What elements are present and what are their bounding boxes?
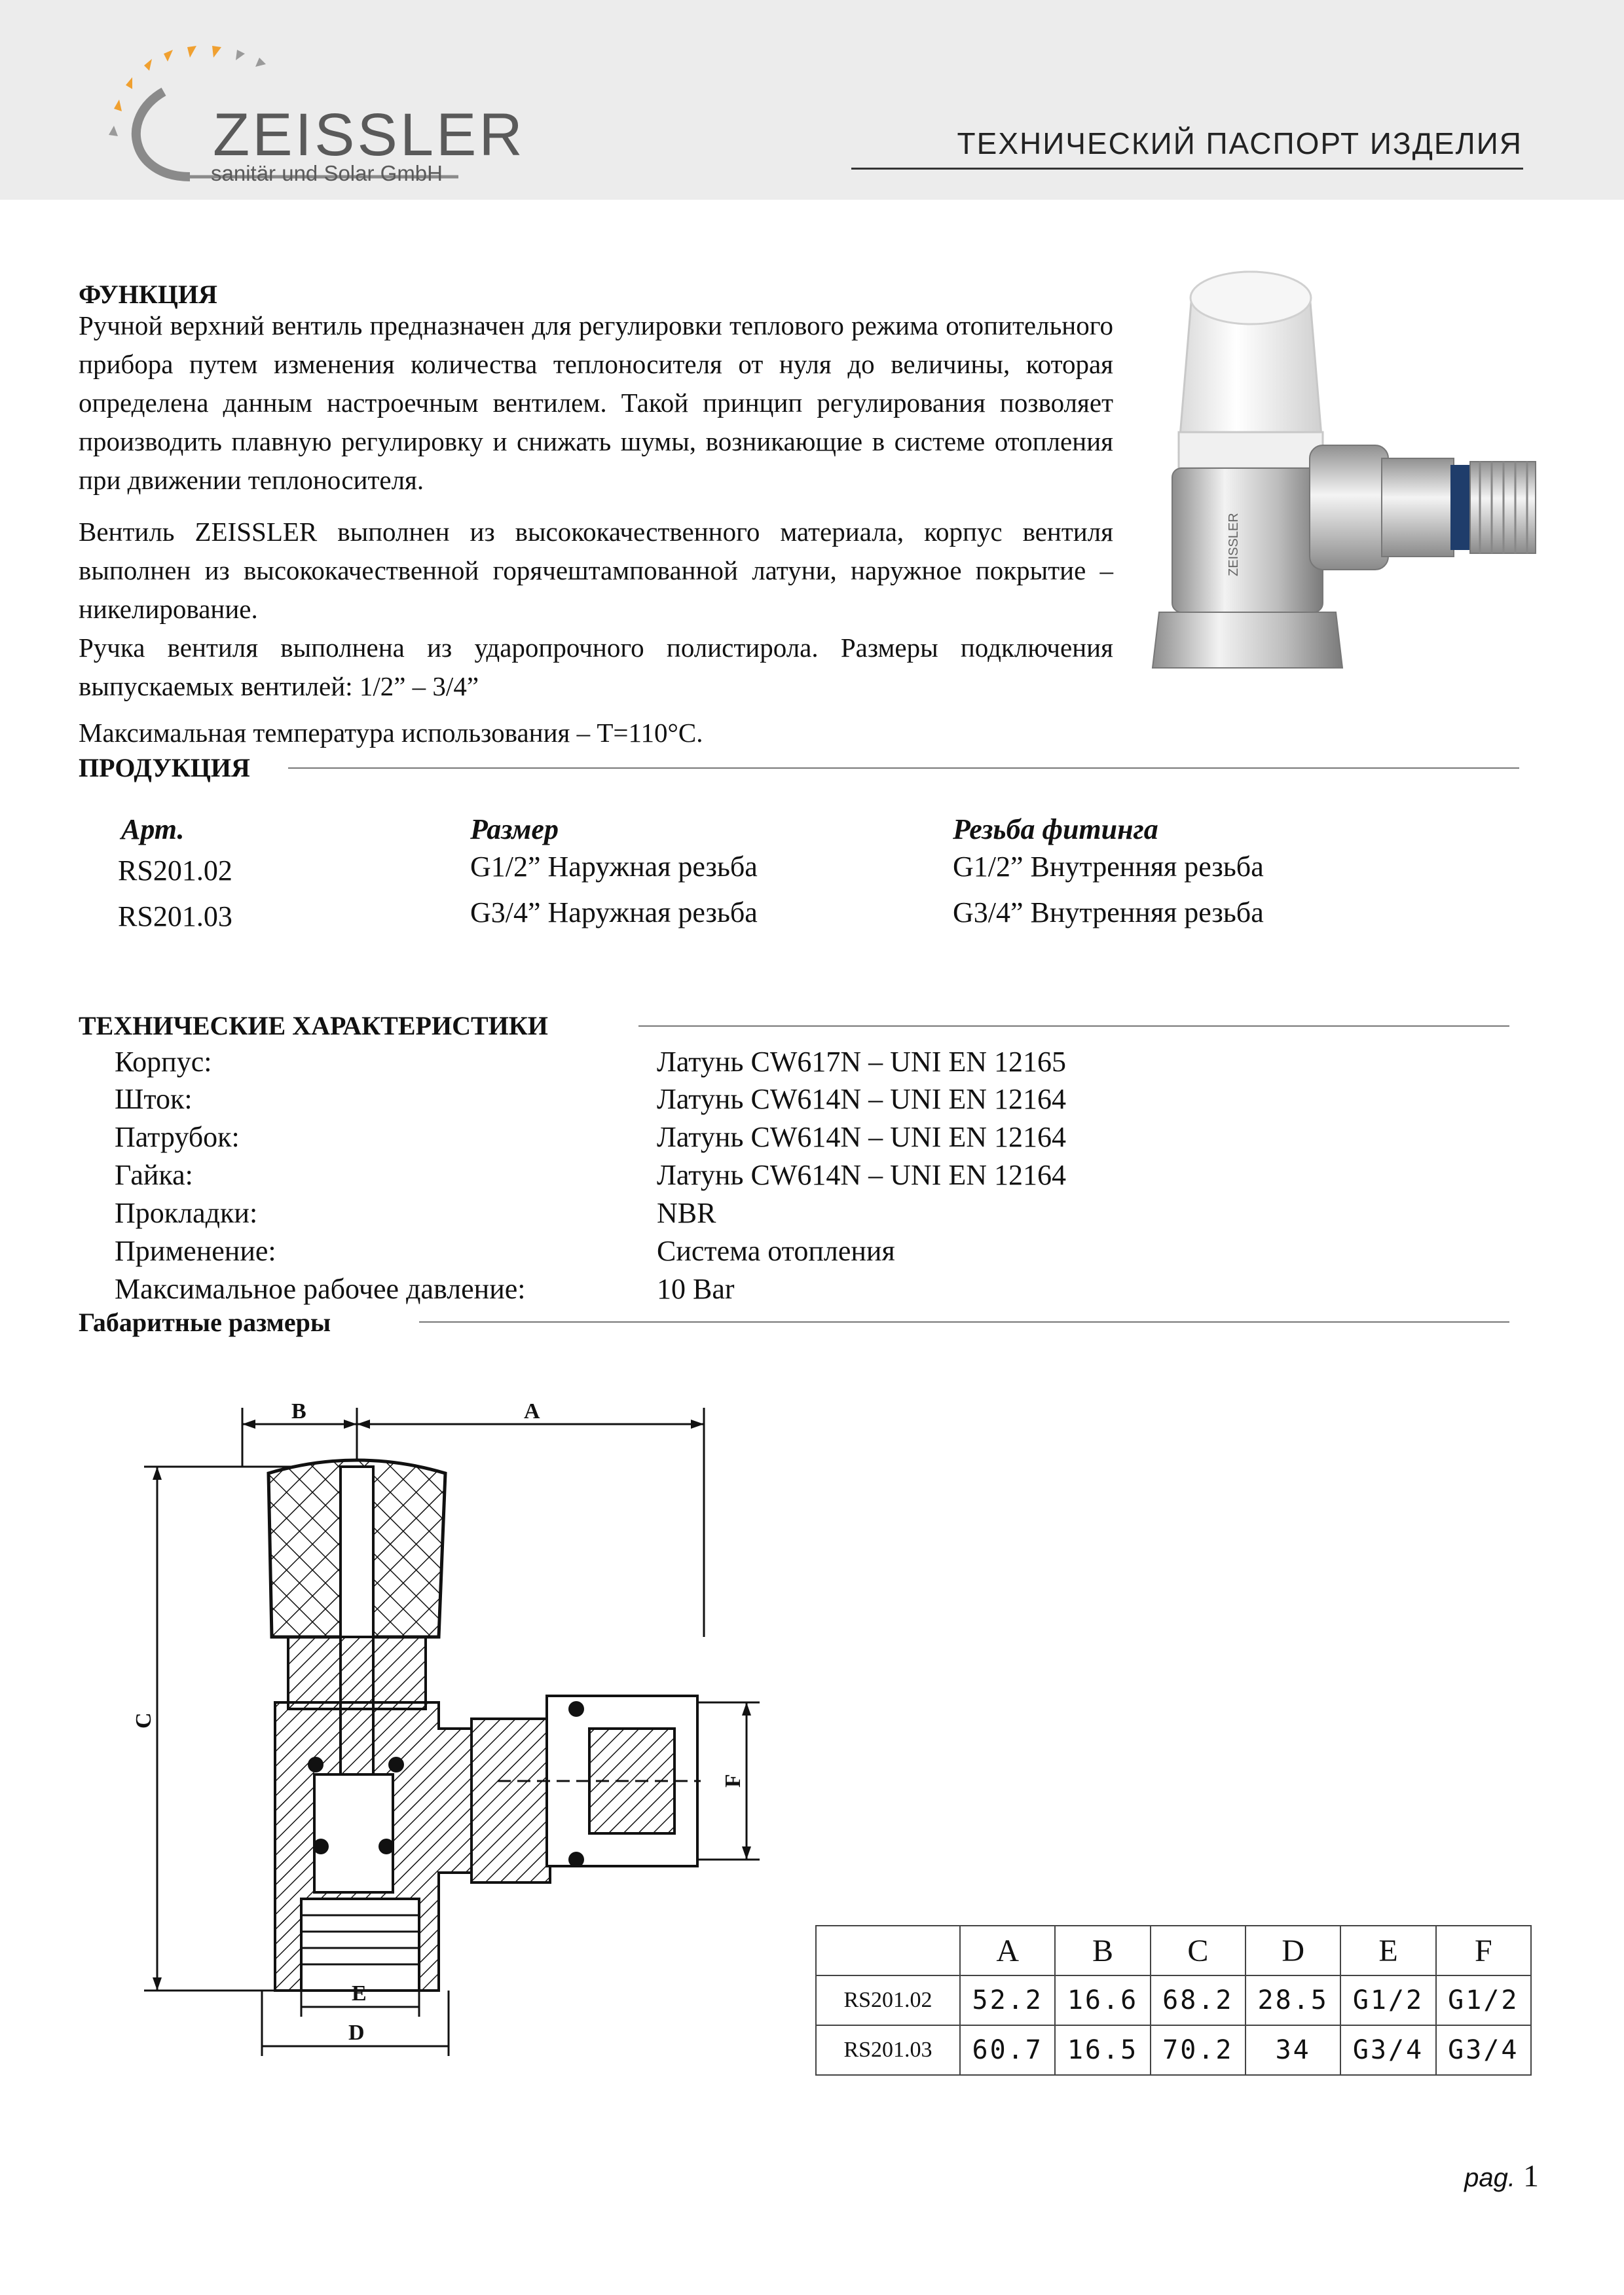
spec-label-nut: Гайка: <box>115 1159 193 1191</box>
brand-name: ZEISSLER <box>213 101 525 168</box>
spec-label-pressure: Максимальное рабочее давление: <box>115 1273 526 1305</box>
spec-value-nut: Латунь CW614N – UNI EN 12164 <box>657 1159 1067 1191</box>
dim-label-c: C <box>132 1712 156 1729</box>
product-row-2-thread: G3/4” Внутренняя резьба <box>953 896 1264 928</box>
dim-row-2-c: 70.2 <box>1151 2025 1246 2075</box>
spec-label-stem: Шток: <box>115 1083 193 1115</box>
spec-value-application: Система отопления <box>657 1235 895 1267</box>
dim-row-1-art: RS201.02 <box>816 1975 960 2025</box>
products-heading: ПРОДУКЦИЯ <box>79 753 250 782</box>
dimensions-rule <box>419 1321 1509 1323</box>
table-row <box>816 2025 1531 2075</box>
function-paragraph-2: Вентиль ZEISSLER выполнен из высококачественного материала, корпус вентиля выполнен из высококачественной горячештампованной латуни, наружное покрытие – никелирование. <box>79 517 1113 624</box>
dim-col-d: D <box>1246 1926 1340 1975</box>
function-paragraph-4: Максимальная температура использования – T=110°C. <box>79 718 703 748</box>
function-paragraph-1: Ручной верхний вентиль предназначен для регулировки теплового режима отопительного прибора путем изменения количества теплоносителя от нуля до величины, которая определена данным настроечным вентилем. Такой принцип регулирования позволяет производить плавную регулировку и снижать шумы, возникающие в системе отопления при движении теплоносителя. <box>79 310 1113 495</box>
spec-label-body: Корпус: <box>115 1046 212 1078</box>
dim-row-2-e: G3/4 <box>1340 2025 1435 2075</box>
product-row-2-size: G3/4” Наружная резьба <box>470 896 758 928</box>
dimensions-heading: Габаритные размеры <box>79 1308 331 1337</box>
products-rule <box>288 767 1519 769</box>
page-number-value: 1 <box>1523 2159 1539 2194</box>
products-col-size: Размер <box>470 813 559 845</box>
dim-row-1-c: 68.2 <box>1151 1975 1246 2025</box>
page-word: pag. <box>1464 2163 1515 2192</box>
table-row <box>816 1975 1531 2025</box>
dim-row-2-d: 34 <box>1246 2025 1340 2075</box>
dim-row-1-f: G1/2 <box>1436 1975 1531 2025</box>
dim-row-1-e: G1/2 <box>1340 1975 1435 2025</box>
products-col-art: Арт. <box>121 813 185 845</box>
dim-col-b: B <box>1055 1926 1150 1975</box>
specs-rule <box>638 1025 1509 1027</box>
dim-row-1-d: 28.5 <box>1246 1975 1340 2025</box>
dimensions-corner-cell <box>816 1926 960 1975</box>
dim-row-2-a: 60.7 <box>960 2025 1055 2075</box>
spec-value-stem: Латунь CW614N – UNI EN 12164 <box>657 1083 1067 1115</box>
product-row-1-thread: G1/2” Внутренняя резьба <box>953 851 1264 883</box>
valve-marking: ZEISSLER <box>1227 513 1241 576</box>
dimensions-table <box>815 1925 1532 2076</box>
dim-label-e: E <box>352 1981 367 2006</box>
dim-row-2-b: 16.5 <box>1055 2025 1150 2075</box>
page-number <box>1464 2161 1539 2192</box>
spec-label-application: Применение: <box>115 1235 276 1267</box>
spec-value-body: Латунь CW617N – UNI EN 12165 <box>657 1046 1067 1078</box>
products-col-thread: Резьба фитинга <box>953 813 1158 845</box>
spec-value-gaskets: NBR <box>657 1197 716 1229</box>
function-paragraph-3: Ручка вентиля выполнена из ударопрочного полистирола. Размеры подключения выпускаемых вентилей: 1/2” – 3/4” <box>79 633 1113 701</box>
product-row-1-size: G1/2” Наружная резьба <box>470 851 758 883</box>
title-underline <box>851 168 1523 170</box>
brand-subtitle: sanitär und Solar GmbH <box>211 161 443 185</box>
dim-label-a: A <box>524 1399 540 1423</box>
dim-label-f: F <box>721 1774 745 1788</box>
function-heading: ФУНКЦИЯ <box>79 280 217 309</box>
dim-row-2-f: G3/4 <box>1436 2025 1531 2075</box>
specs-heading: ТЕХНИЧЕСКИЕ ХАРАКТЕРИСТИКИ <box>79 1011 548 1040</box>
dim-row-2-art: RS201.03 <box>816 2025 960 2075</box>
document-title: ТЕХНИЧЕСКИЙ ПАСПОРТ ИЗДЕЛИЯ <box>957 126 1522 160</box>
spec-label-tailpiece: Патрубок: <box>115 1121 240 1153</box>
product-row-2-art: RS201.03 <box>118 900 232 932</box>
dim-label-b: B <box>291 1399 306 1423</box>
dim-col-f: F <box>1436 1926 1531 1975</box>
spec-value-pressure: 10 Bar <box>657 1273 735 1305</box>
valve-product-photo <box>1133 236 1552 694</box>
dim-label-d: D <box>348 2021 365 2045</box>
dim-row-1-b: 16.6 <box>1055 1975 1150 2025</box>
dim-col-a: A <box>960 1926 1055 1975</box>
dimensions-table-header <box>816 1926 1531 1975</box>
spec-value-tailpiece: Латунь CW614N – UNI EN 12164 <box>657 1121 1067 1153</box>
product-row-1-art: RS201.02 <box>118 854 232 887</box>
dim-col-c: C <box>1151 1926 1246 1975</box>
dim-row-1-a: 52.2 <box>960 1975 1055 2025</box>
valve-section-drawing <box>131 1362 786 2056</box>
spec-label-gaskets: Прокладки: <box>115 1197 258 1229</box>
dim-col-e: E <box>1340 1926 1435 1975</box>
